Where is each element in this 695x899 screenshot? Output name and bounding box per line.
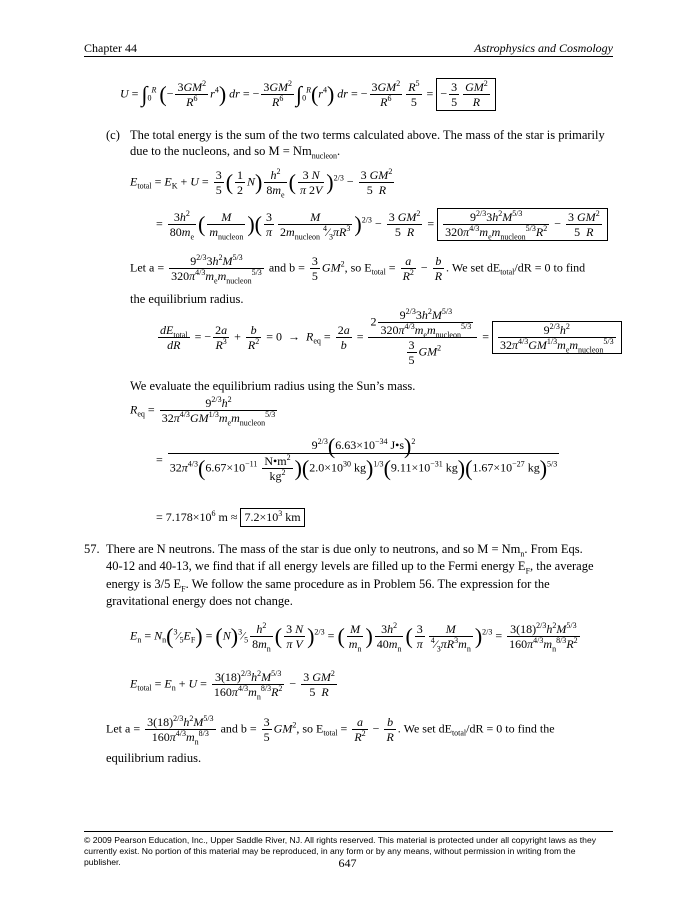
page-header — [84, 41, 613, 57]
and-b-text: and b = — [268, 260, 305, 275]
result-box-unit: km — [282, 510, 301, 524]
p57-to-find-text: /dR = 0 to find the — [466, 721, 555, 736]
we-set-text: . We set dE — [446, 260, 501, 275]
p57-and-b-text: and b = — [220, 721, 257, 736]
p57-line-2-end: , the average — [530, 559, 594, 573]
p57-line-2-main: 40-12 and 40-13, we find that if all energy levels are filled up to the Fermi energy E — [106, 559, 526, 573]
problem-57-line-1 — [106, 541, 616, 557]
result-value: = 7.178×10 — [156, 510, 212, 524]
part-c-text-2-sub: nucleon — [311, 151, 338, 161]
p57-line-3-sub: F — [181, 584, 186, 594]
equation-total-energy-1: $E_{total} = E_K + U$ = $\frac{3}{5}$ ( $\frac{1}{2}$ N) $\frac{h^2}{8m_e}$ ( $\frac{3 N}{\pi 2V}$ )$^{2/3}$ − $\frac{3 GM^2}{5 R}$ — [130, 167, 393, 200]
p57-let-a-text: Let a = — [106, 721, 141, 736]
so-e-text: , so E — [344, 260, 372, 275]
p57-line-1-sub: n — [520, 549, 525, 559]
equation-let-a-b: Let a = $\frac{9^{2/3}3h^2M^{5/3}}{320\pi^{4/3}m_em_{nucleon}^{5/3}}$ and b = $\frac{3}{5}$ $GM^2$, so $E_{total}$ = $\frac{a}{R^2}$ − $\frac{b}{R}$ . We set $dE_{total}/dR = 0$ to find — [130, 253, 586, 286]
p57-line-3-main: energy is — [106, 577, 155, 591]
result-box-value: 7.2×10 — [244, 510, 279, 524]
p57-line-3-frac: 3/5 — [154, 577, 171, 591]
p57-line-2-sub: F — [525, 566, 531, 576]
part-c-text-2-main: due to the nucleons, and so M = Nm — [130, 144, 312, 158]
part-c-label: (c) — [106, 128, 120, 142]
to-find-text: /dR = 0 to find — [514, 260, 586, 275]
section-title: Astrophysics and Cosmology — [474, 41, 613, 55]
equation-equilibrium-radius: $\frac{dE_{total}}{dR}$ = − $\frac{2a}{R^3}$ + $\frac{b}{R^2}$ = $0 \to R_{eq}$ = $\frac{2a}{b}$ = 2 $\frac{9^{2/3}3h^2M^{5/3}}{320\pi^{4/3}m_em_{nucleon}^{5/3}}$ $\frac{3}{5}$ $GM^2$ = $\frac{9^{2/3}h^2}{32\pi^{4/3}GM^{1/3}m_em_{nucleon}^{5/3}}$ — [156, 308, 622, 367]
p57-equilibrium-text: equilibrium radius. — [106, 751, 202, 765]
copyright-footer: © 2009 Pearson Education, Inc., Upper Saddle River, NJ. All rights reserved. This material is protected under all copyright laws as they currently exist. No portion of this material may be reproduced, in any form or by any means, without permission in writing from the publisher. — [84, 831, 613, 868]
equation-req-result — [156, 508, 305, 527]
problem-57-line-3 — [106, 576, 616, 592]
equation-potential-energy: $U = \int_0^R$ (− $\frac{3GM^2}{R^6}$ $r^4$) dr = − $\frac{3GM^2}{R^6}$ $\int_0^R(r^4)$ dr = − $\frac{3GM^2}{R^6}$ $\frac{R^5}{5}$ = − $\frac{3}{5}$ $\frac{GM^2}{R}$ — [120, 78, 496, 111]
p57-line-3-rest: . We follow the same procedure as in Problem 56. The expression for the — [185, 577, 550, 591]
equilibrium-radius-text: the equilibrium radius. — [130, 292, 244, 306]
equation-neutron-energy: $E_n$ = $N_n(^3⁄_5E_F)$ = $(N)^3⁄_5$ $\frac{h^2}{8m_n}$ ( $\frac{3 N}{\text{π V}}$ )$^{2/3}$ = ( $\frac{M}{m_n}$ ) $\frac{3h^2}{40m_n}$ ( $\frac{3}{\pi}$ $\frac{M}{^4⁄_3\pi R^3m_n}$ )$^{2/3}$ = $\frac{3(18)^{2/3}h^2M^{5/3}}{160\pi^{4/3}m_n^{8/3}R^2}$ — [130, 621, 578, 654]
problem-57-line-2 — [106, 558, 616, 574]
equation-total-energy-2: = $\frac{3h^2}{80m_e}$ ( $\frac{M}{m_{nucleon}}$ )( $\frac{3}{\pi}$ $\frac{M}{2m_{nucleon} ^4⁄_3\pi R^3}$ )$^{2/3}$ − $\frac{3 GM^2}{5 R}$ = $\frac{9^{2/3}3h^2M^{5/3}}{320\pi^{4/3}m_em_{nucleon}^{5/3}R^2}$ − $\frac{3 GM^2}{5 R}$ — [156, 208, 608, 241]
p57-line-1-main: There are N neutrons. The mass of the star is due only to neutrons, and so M = Nm — [106, 542, 521, 556]
let-a-text: Let a = — [130, 260, 165, 275]
p57-we-set-text: . We set dE — [397, 721, 452, 736]
equation-req-symbolic: $R_{eq}$ = $\frac{9^{2/3}h^2}{32\pi^{4/3}GM^{1/3}m_em_{nucleon}^{5/3}}$ — [130, 395, 276, 428]
part-c-text-2: due to the nucleons, and so $M = Nm_{nucleon}$. — [130, 144, 341, 161]
p57-so-e-text: , so E — [296, 721, 324, 736]
result-boxed — [240, 508, 304, 527]
result-unit: m ≈ — [215, 510, 241, 524]
p57-line-1-end: . From Eqs. — [524, 542, 583, 556]
equation-req-numeric: = $9^{2/3}(6.63\times 10^{-34}$ J•s)$^2$ $32\pi^{4/3}(6.67\times 10^{-11}$ $\frac{N•m^2}{kg^2}$ )($2.0\times 10^{30}$ $kg)^{1/3}(9.11\times 10^{-31}$ $kg)(1.67\times 10^{-27}$ kg)$^{5/3}$ — [156, 433, 558, 484]
result-box-exponent: 3 — [278, 509, 283, 518]
equation-neutron-total-energy: $E_{total} = E_n + U$ = $\frac{3(18)^{2/3}h^2M^{5/3}}{160\pi^{4/3}m_n^{8/3}R^2}$ − $\frac{3 GM^2}{5 R}$ — [130, 669, 335, 702]
chapter-label: Chapter 44 — [84, 41, 137, 55]
equation-neutron-let-a-b: Let a = $\frac{3(18)^{2/3}h^2M^{5/3}}{160\pi^{4/3}m_n^{8/3}}$ and b = $\frac{3}{5}$ $GM^2$, so $E_{total}$ = $\frac{a}{R^2}$ − $\frac{b}{R}$ . We set $dE_{total}/dR = 0$ to find the — [106, 714, 555, 747]
problem-57-number: 57. — [84, 542, 100, 556]
part-c-text-1: The total energy is the sum of the two terms calculated above. The mass of the star is primarily — [130, 128, 605, 142]
evaluate-text: We evaluate the equilibrium radius using the Sun’s mass. — [130, 379, 416, 393]
p57-line-3-e: E — [170, 577, 182, 591]
result-exponent: 6 — [211, 509, 216, 518]
page-number: 647 — [338, 856, 357, 870]
problem-57-line-4: gravitational energy does not change. — [106, 594, 293, 608]
